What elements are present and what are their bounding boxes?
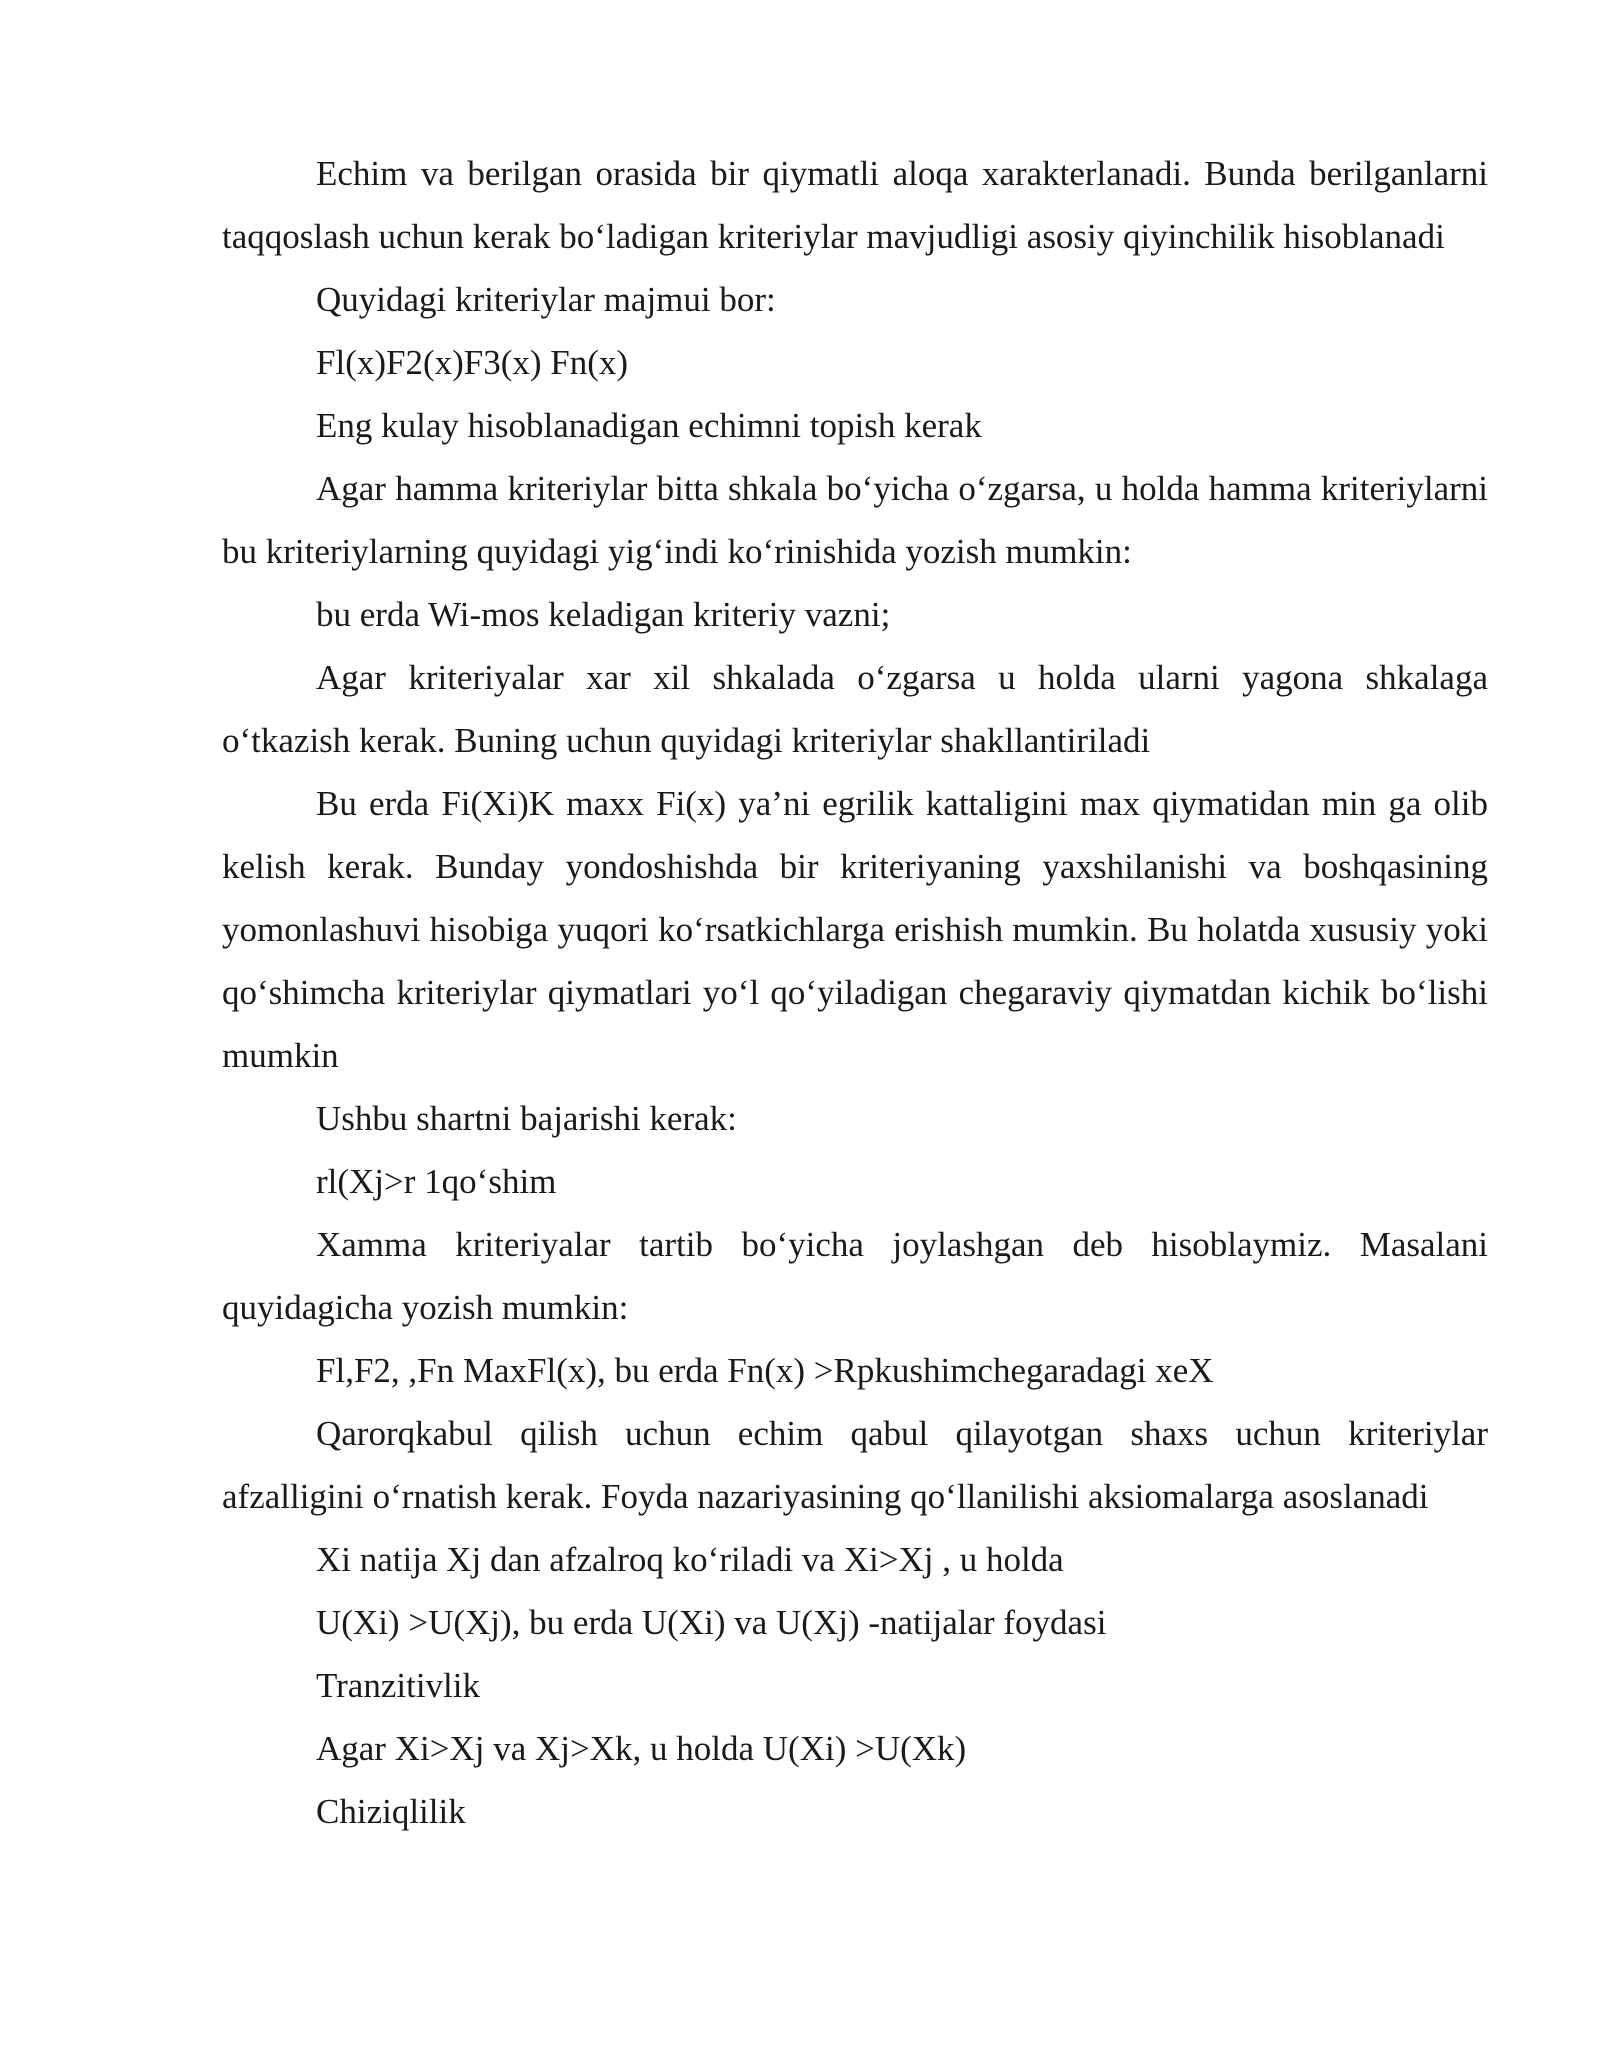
paragraph-xamma: Xamma kriteriyalar tartib bo‘yicha joylashgan deb hisoblaymiz. Masalani quyidagicha yozish mumkin: xyxy=(222,1225,1488,1327)
paragraph-eng-kulay: Eng kulay hisoblanadigan echimni topish kerak xyxy=(316,406,982,445)
paragraph-formula-rl: rl(Xj>r 1qo‘shim xyxy=(316,1162,557,1201)
paragraph-ushbu-shart: Ushbu shartni bajarishi kerak: xyxy=(316,1099,737,1138)
paragraph-formula-u: U(Xi) >U(Xj), bu erda U(Xi) va U(Xj) -natijalar foydasi xyxy=(316,1603,1107,1642)
paragraph-formula-max: Fl,F2, ,Fn MaxFl(x), bu erda Fn(x) >Rpkushimchegaradagi xeX xyxy=(316,1351,1214,1390)
paragraph-agar-hamma: Agar hamma kriteriylar bitta shkala bo‘yicha o‘zgarsa, u holda hamma kriteriylarni bu kriteriylarning quyidagi yig‘indi ko‘rinishida yozish mumkin: xyxy=(222,469,1488,571)
paragraph-agar-kriteriyalar: Agar kriteriyalar xar xil shkalada o‘zgarsa u holda ularni yagona shkalaga o‘tkazish kerak. Buning uchun quyidagi kriteriylar shakllantiriladi xyxy=(222,658,1488,760)
paragraph-formula-f: Fl(x)F2(x)F3(x) Fn(x) xyxy=(316,343,629,382)
document-page xyxy=(222,142,1488,1843)
paragraph-echim: Echim va berilgan orasida bir qiymatli aloqa xarakterlanadi. Bunda berilganlarni taqqoslash uchun kerak bo‘ladigan kriteriylar mavjudligi asosiy qiyinchilik hisoblanadi xyxy=(222,154,1488,256)
paragraph-chiziqlilik: Chiziqlilik xyxy=(316,1792,466,1831)
paragraph-bu-erda-wi: bu erda Wi-mos keladigan kriteriy vazni; xyxy=(316,595,891,634)
paragraph-agar-xi: Agar Xi>Xj va Xj>Xk, u holda U(Xi) >U(Xk) xyxy=(316,1729,967,1768)
paragraph-qaror: Qarorqkabul qilish uchun echim qabul qilayotgan shaxs uchun kriteriylar afzalligini o‘rnatish kerak. Foyda nazariyasining qo‘llanilishi aksiomalarga asoslanadi xyxy=(222,1414,1488,1516)
paragraph-quyidagi: Quyidagi kriteriylar majmui bor: xyxy=(316,280,776,319)
paragraph-bu-erda-fi: Bu erda Fi(Xi)K maxx Fi(x) ya’ni egrilik kattaligini max qiymatidan min ga olib kelish kerak. Bunday yondoshishda bir kriteriyaning yaxshilanishi va boshqasining yomonlashuvi hisobiga yuqori ko‘rsatkichlarga erishish mumkin. Bu holatda xususiy yoki qo‘shimcha kriteriylar qiymatlari yo‘l qo‘yiladigan chegaraviy qiymatdan kichik bo‘lishi mumkin xyxy=(222,784,1488,1075)
paragraph-tranzitivlik: Tranzitivlik xyxy=(316,1666,480,1705)
paragraph-xi-natija: Xi natija Xj dan afzalroq ko‘riladi va Xi>Xj , u holda xyxy=(316,1540,1064,1579)
